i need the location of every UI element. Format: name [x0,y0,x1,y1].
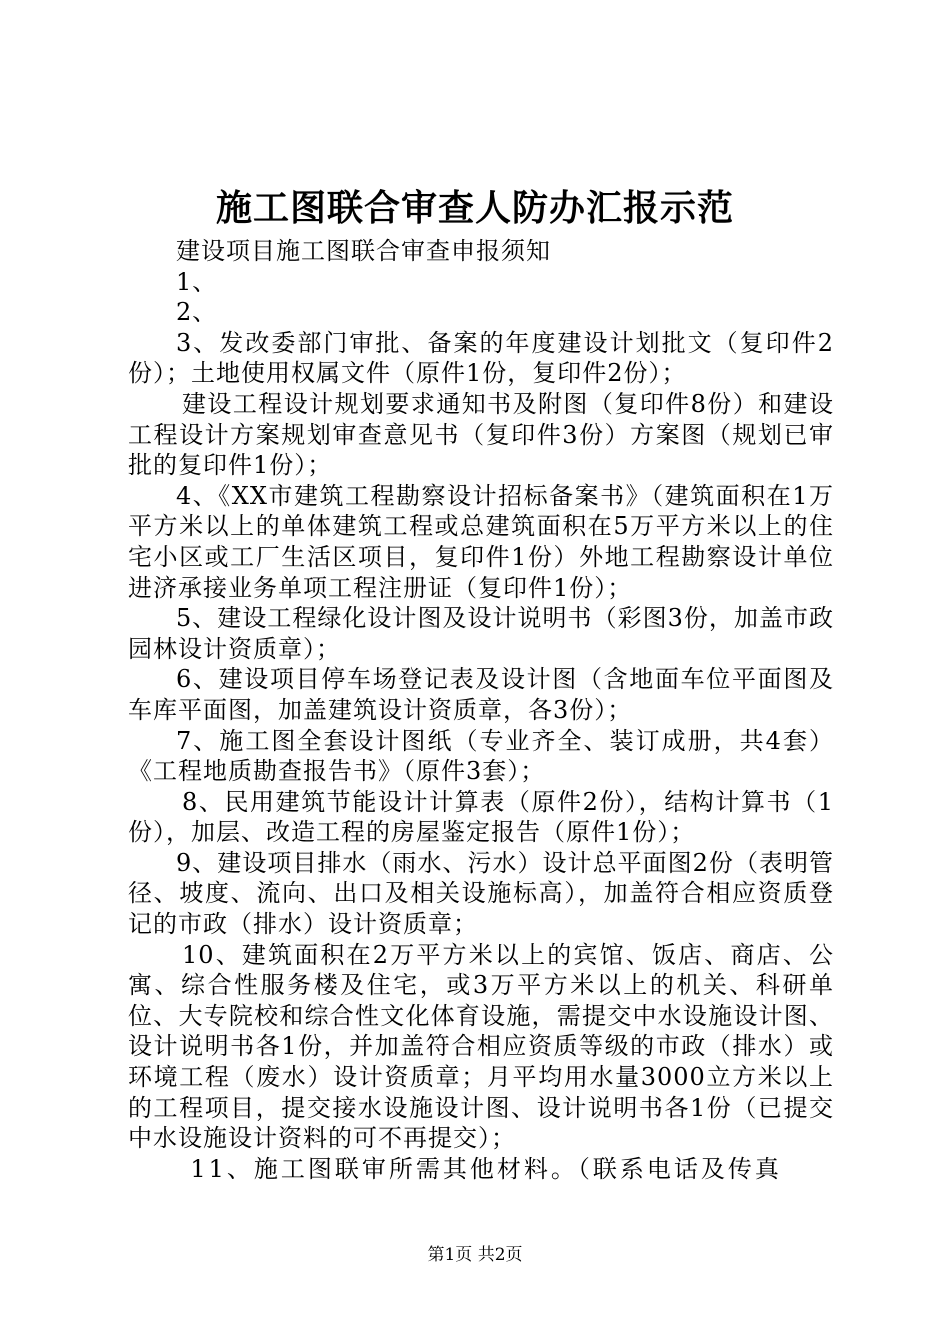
paragraph-item-9: 9、建设项目排水（雨水、污水）设计总平面图2份（表明管径、坡度、流向、出口及相关设施标高），加盖符合相应资质登记的市政（排水）设计资质章； [128,848,834,939]
document-title: 施工图联合审查人防办汇报示范 [215,187,734,229]
paragraph-item-8: 8、民用建筑节能设计计算表（原件2份），结构计算书（1份），加层、改造工程的房屋鉴定报告（原件1份）； [128,787,834,847]
paragraph-item-6: 6、建设项目停车场登记表及设计图（含地面车位平面图及车库平面图，加盖建筑设计资质章，各3份）； [128,665,834,724]
paragraph-item-10: 10、建筑面积在2万平方米以上的宾馆、饭店、商店、公寓、综合性服务楼及住宅，或3万平方米以上的机关、科研单位、大专院校和综合性文化体育设施，需提交中水设施设计图、设计说明书各1份，并加盖符合相应资质等级的市政（排水）或环境工程（废水）设计资质章；月平均用水量3000立方米以上的工程项目，提交接水设施设计图、设计说明书各1份（已提交中水设施设计资料的可不再提交）； [128,940,834,1153]
paragraph-item-3: 3、发改委部门审批、备案的年度建设计划批文（复印件2份）；土地使用权属文件（原件1份，复印件2份）； [128,328,834,388]
paragraph-item-2: 2、 [176,298,218,327]
page-number: 第1页 共2页 [427,1245,523,1265]
paragraph-item-1: 1、 [176,267,218,296]
paragraph-item-4: 4、《XX市建筑工程勘察设计招标备案书》（建筑面积在1万平方米以上的单体建筑工程或总建筑面积在5万平方米以上的住宅小区或工厂生活区项目，复印件1份）外地工程勘察设计单位进济承接业务单项工程注册证（复印件1份）； [128,481,834,602]
paragraph-heading: 建设项目施工图联合审查申报须知 [176,237,551,265]
paragraph-item-11: 11、施工图联审所需其他材料。（联系电话及传真 [190,1154,782,1183]
paragraph-item-5: 5、建设工程绿化设计图及设计说明书（彩图3份，加盖市政园林设计资质章）； [128,604,834,663]
paragraph-planning: 建设工程设计规划要求通知书及附图（复印件8份）和建设工程设计方案规划审查意见书（复印件3份）方案图（规划已审批的复印件1份）； [128,389,834,480]
paragraph-item-7: 7、施工图全套设计图纸（专业齐全、装订成册，共4套）《工程地质勘查报告书》（原件3套）； [128,726,834,786]
document-body [128,236,834,1184]
